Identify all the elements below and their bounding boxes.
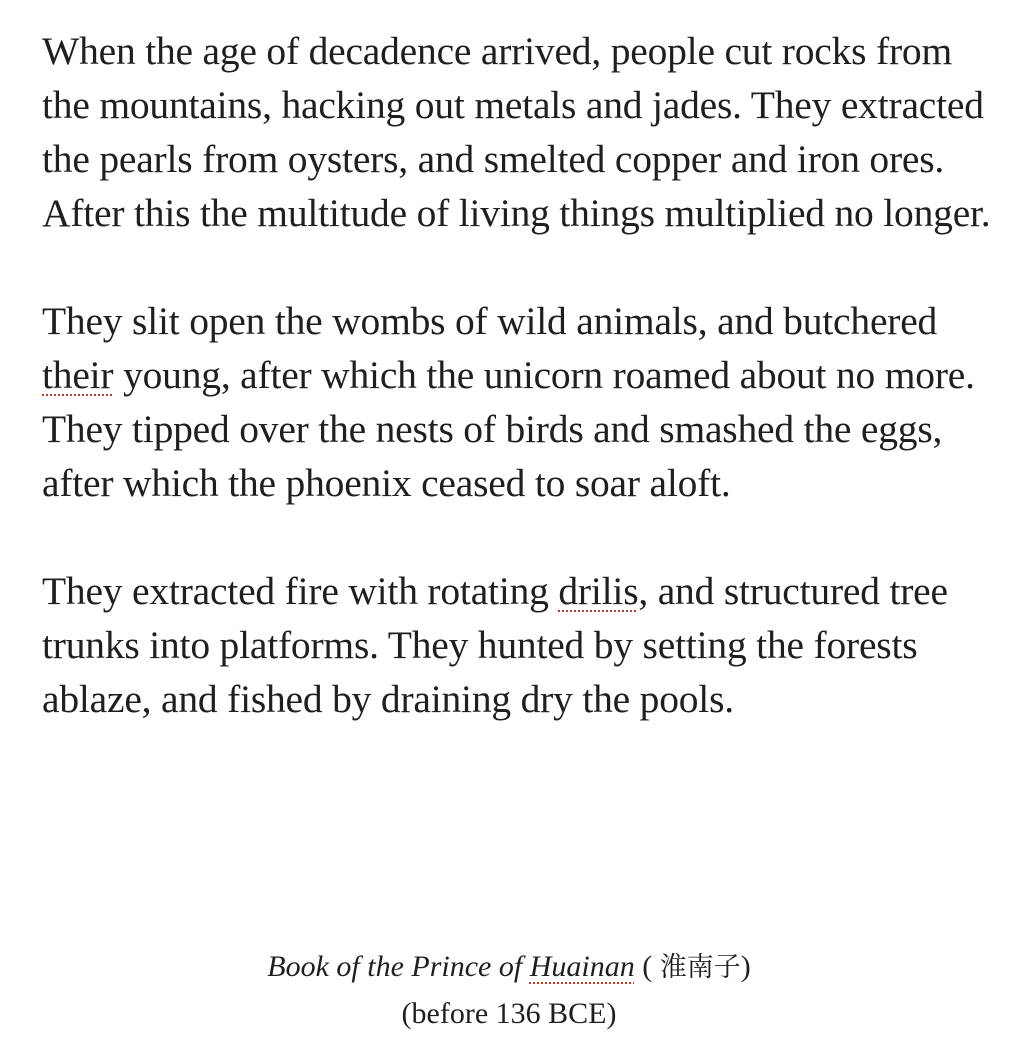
paragraph-2-text-end: young, after which the unicorn roamed about no more. They tipped over the nests of birds and smashed the eggs, after which the phoenix ceased to soar aloft. bbox=[42, 353, 975, 505]
paragraph-3-text-end: , and structured tree trunks into platforms. They hunted by setting the forests ablaze, and fished by draining dry the pools. bbox=[42, 569, 948, 721]
citation-close-paren: ) bbox=[740, 950, 751, 983]
paragraph-2-text-start: They slit open the wombs of wild animals, and butchered bbox=[42, 299, 938, 343]
spellcheck-flagged-word[interactable]: Huainan bbox=[529, 950, 635, 983]
paragraph-3-text-start: They extracted fire with rotating bbox=[42, 569, 559, 613]
spellcheck-flagged-word[interactable]: drilis bbox=[558, 569, 639, 613]
citation-date: (before 136 BCE) bbox=[401, 997, 617, 1030]
citation-work-title: Book of the Prince of bbox=[267, 950, 530, 983]
paragraph-2 bbox=[42, 294, 992, 510]
citation-chinese-title: 淮南子 bbox=[659, 952, 741, 983]
paragraph-1-text: When the age of decadence arrived, people cut rocks from the mountains, hacking out metals and jades. They extracted the pearls from oysters, and smelted copper and iron ores. After this the multitude of living things multiplied no longer. bbox=[42, 29, 991, 235]
citation-open-paren: ( bbox=[634, 950, 660, 983]
paragraph-1 bbox=[42, 24, 992, 240]
citation-source-line bbox=[0, 944, 1018, 991]
document-body bbox=[42, 24, 992, 726]
citation bbox=[0, 944, 1018, 1037]
spellcheck-flagged-word[interactable]: their bbox=[42, 353, 114, 397]
paragraph-3 bbox=[42, 564, 992, 726]
